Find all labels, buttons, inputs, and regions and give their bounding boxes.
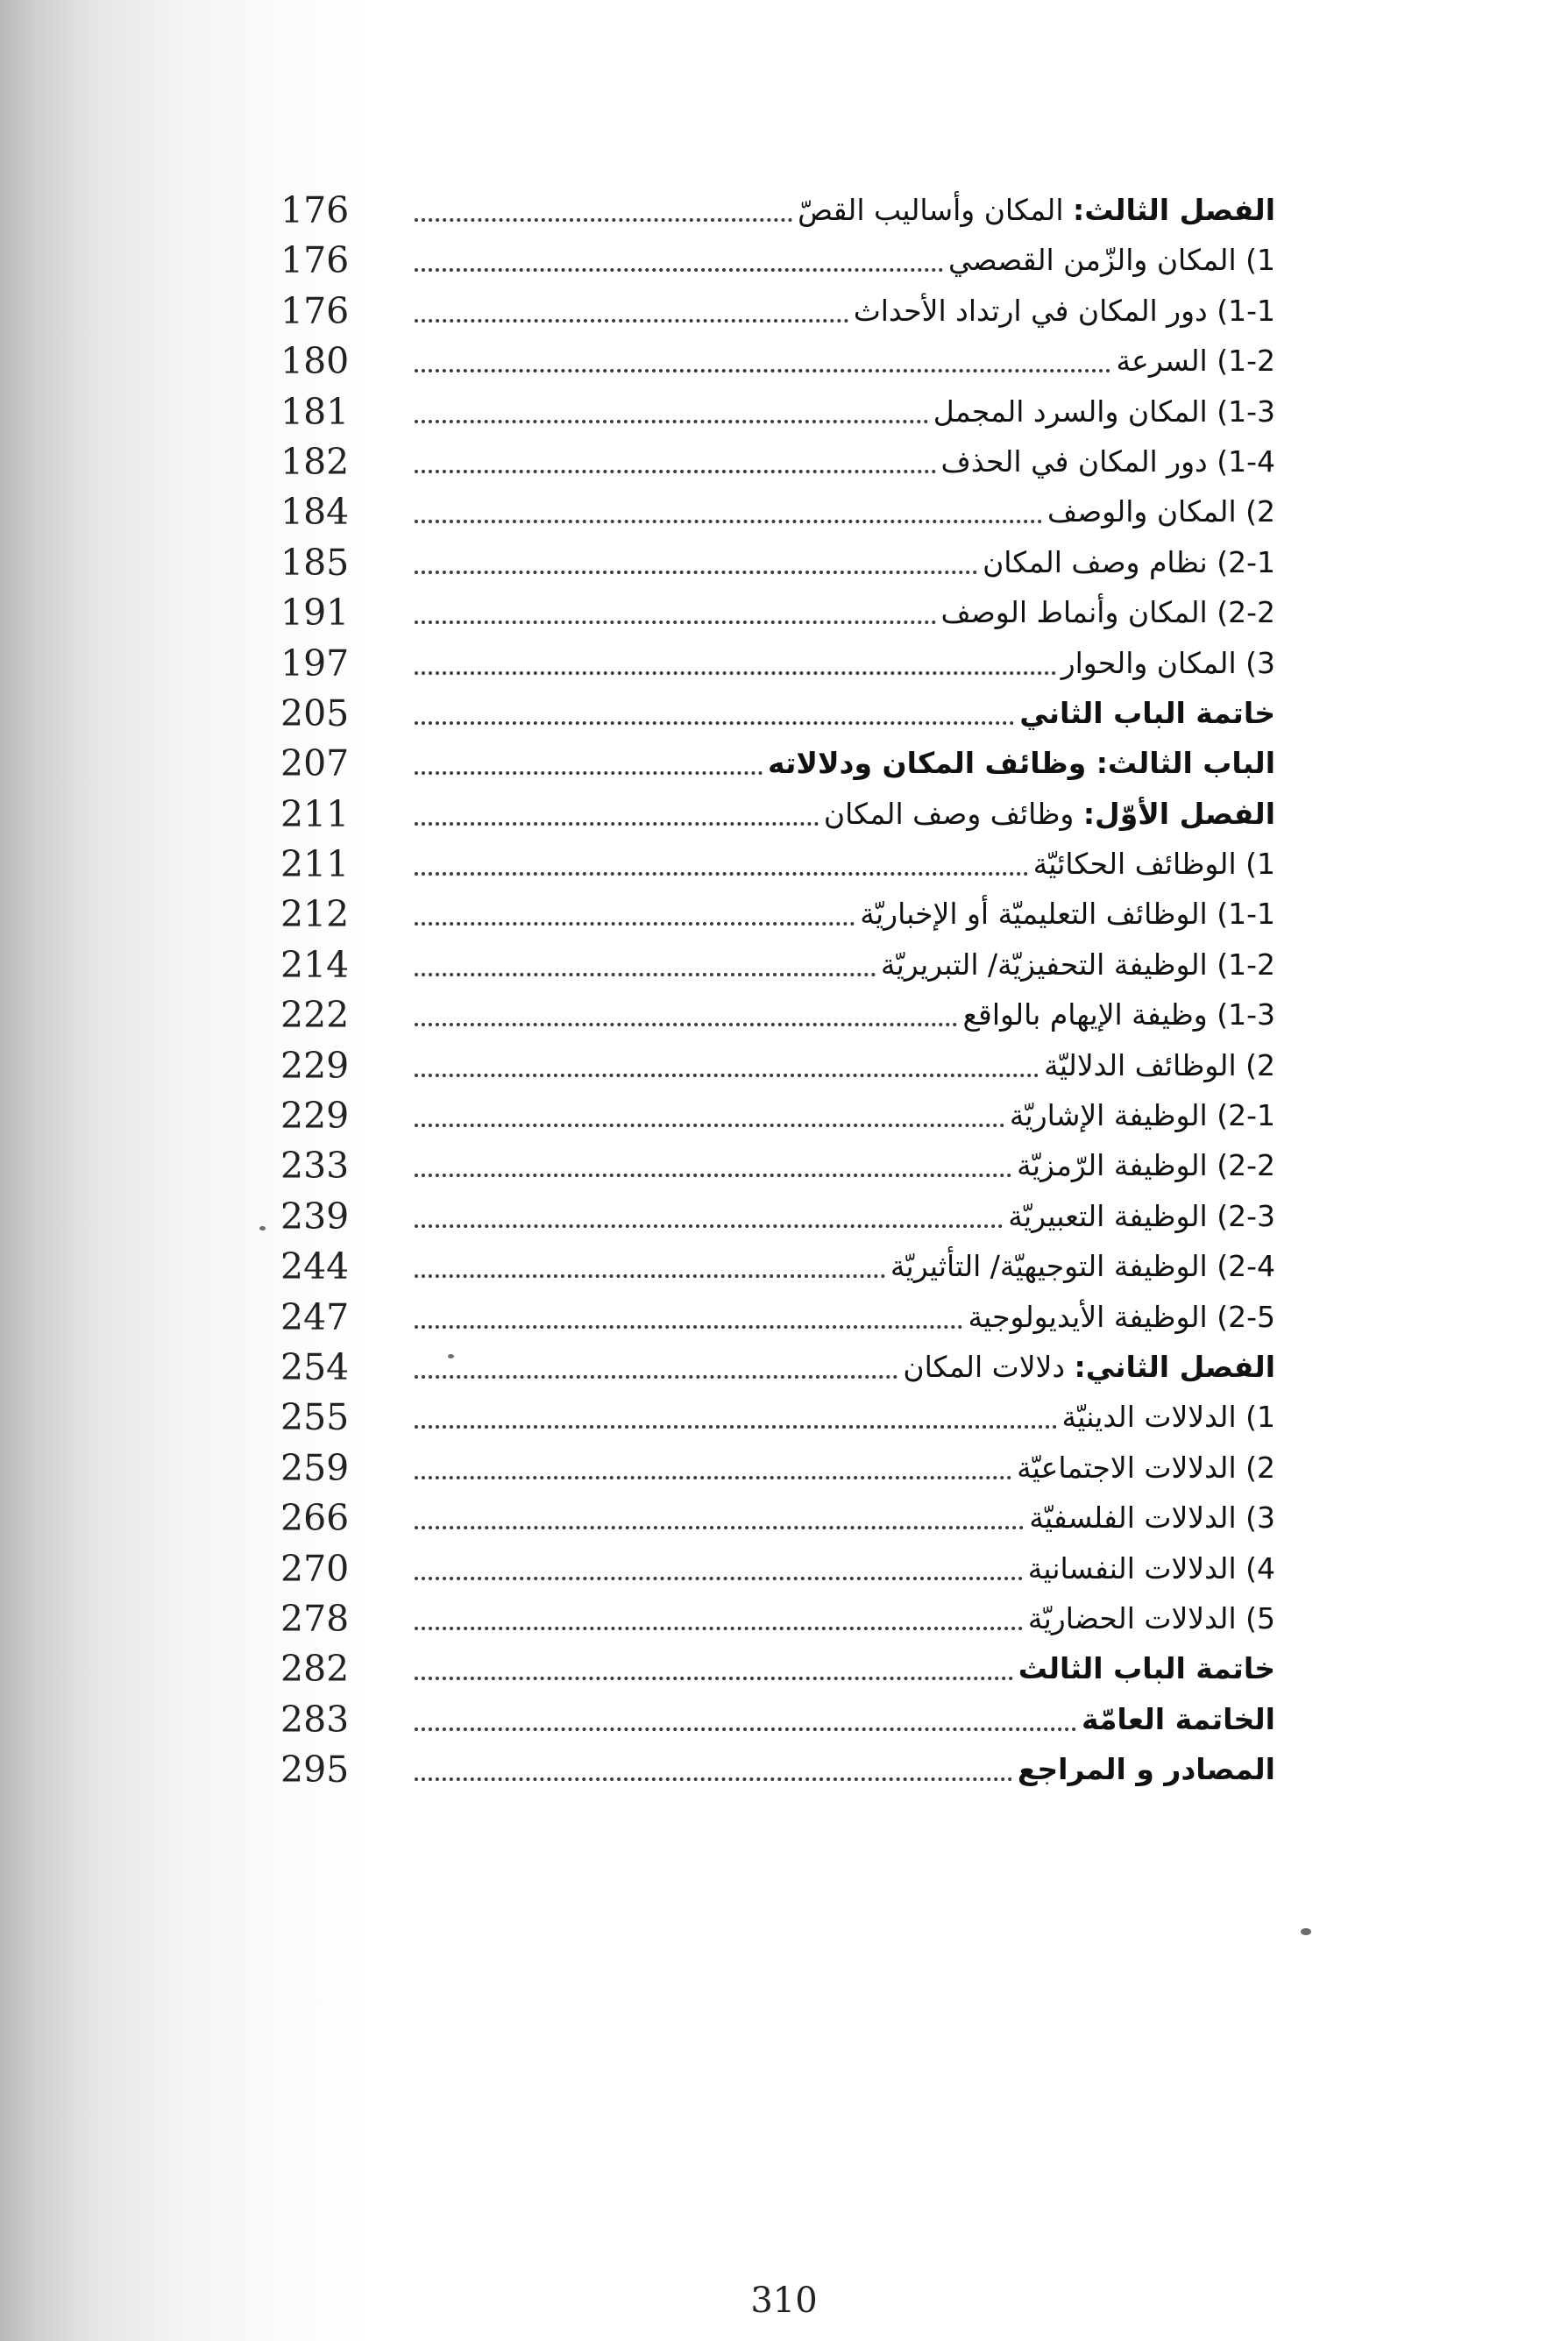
toc-entry-text: 2-3) الوظيفة التعبيريّة <box>1008 1198 1275 1233</box>
toc-entry-leader-dots <box>415 822 819 826</box>
toc-entry-title <box>854 289 1275 333</box>
toc-entry-text: 1) المكان والزّمن القصصي <box>948 243 1275 278</box>
toc-entry-text: 2) الوظائف الدلاليّة <box>1044 1047 1275 1082</box>
toc-entry-heading: خاتمة الباب الثالث <box>1018 1651 1275 1686</box>
toc-entry-leader-dots <box>415 771 763 775</box>
toc-entry <box>280 1392 1275 1442</box>
toc-entry-title <box>1008 1195 1275 1238</box>
toc-entry-title <box>798 188 1275 232</box>
toc-entry-text: 1-2) الوظيفة التحفيزيّة/ التبريريّة <box>880 947 1275 982</box>
toc-entry-text: 1-3) المكان والسرد المجمل <box>933 394 1275 429</box>
toc-entry-leader-dots <box>415 671 1056 675</box>
toc-entry-text: 1-4) دور المكان في الحذف <box>940 443 1275 479</box>
toc-entry-text: المكان وأساليب القصّ <box>798 193 1073 227</box>
toc-entry-leader-dots <box>415 470 936 473</box>
toc-entry-title <box>768 741 1275 785</box>
toc-entry-text: 2) المكان والوصف <box>1047 494 1275 529</box>
toc-entry-title <box>890 1245 1275 1288</box>
toc-entry-title <box>903 1345 1275 1389</box>
toc-entry <box>280 990 1275 1039</box>
toc-entry-page-number: 266 <box>280 1497 350 1540</box>
toc-entry-leader-dots <box>415 1124 1004 1127</box>
toc-entry-title <box>881 943 1275 987</box>
toc-entry-leader-dots <box>415 319 848 323</box>
toc-entry <box>280 436 1275 486</box>
toc-entry <box>280 1744 1275 1794</box>
toc-entry-page-number: 239 <box>280 1195 350 1238</box>
toc-entry-title <box>1028 1547 1275 1591</box>
toc-entry-title <box>962 993 1275 1037</box>
toc-entry <box>280 889 1275 939</box>
toc-entry-text: 2-2) الوظيفة الرّمزيّة <box>1017 1148 1275 1183</box>
toc-entry-page-number: 259 <box>280 1446 350 1489</box>
toc-entry-leader-dots <box>415 369 1110 372</box>
toc-entry-title <box>1061 642 1275 685</box>
toc-entry-text: 1-3) وظيفة الإيهام بالواقع <box>962 997 1275 1032</box>
toc-entry-leader-dots <box>415 1677 1013 1680</box>
toc-entry-page-number: 197 <box>280 642 350 685</box>
toc-entry-page-number: 176 <box>280 189 350 231</box>
toc-entry <box>280 789 1275 839</box>
toc-entry-title <box>941 440 1275 484</box>
toc-entry-page-number: 233 <box>280 1145 350 1188</box>
toc-entry-leader-dots <box>415 1023 957 1026</box>
toc-entry-text: 2) الدلالات الاجتماعيّة <box>1017 1450 1275 1485</box>
toc-entry-title <box>860 892 1275 936</box>
toc-entry-title <box>1018 1647 1275 1691</box>
toc-entry-title <box>1017 1446 1275 1490</box>
toc-entry-page-number: 207 <box>280 742 350 785</box>
toc-entry-page-number: 211 <box>280 792 350 835</box>
toc-entry-title <box>1017 1144 1275 1188</box>
toc-entry-text: 1-2) السرعة <box>1116 344 1275 379</box>
toc-entry-heading: الباب الثالث: وظائف المكان ودلالاته <box>767 746 1275 781</box>
toc-entry-leader-dots <box>415 1727 1076 1731</box>
toc-entry-page-number: 278 <box>280 1597 350 1640</box>
toc-entry-page-number: 247 <box>280 1295 350 1338</box>
toc-entry-page-number: 255 <box>280 1396 350 1439</box>
toc-entry-page-number: 244 <box>280 1245 350 1288</box>
toc-entry-title <box>1028 1597 1275 1641</box>
toc-entry <box>280 387 1275 436</box>
toc-entry-leader-dots <box>415 872 1028 876</box>
toc-entry-leader-dots <box>415 1224 1003 1228</box>
toc-entry-leader-dots <box>415 721 1014 725</box>
toc-entry-text: 3) المكان والحوار <box>1061 645 1275 680</box>
toc-entry-page-number: 191 <box>280 592 350 635</box>
toc-entry-page-number: 180 <box>280 340 350 383</box>
table-of-contents <box>280 185 1275 1795</box>
toc-entry-page-number: 283 <box>280 1698 350 1741</box>
toc-entry <box>280 286 1275 336</box>
toc-entry-text: 5) الدلالات الحضاريّة <box>1027 1600 1275 1635</box>
toc-entry-page-number: 211 <box>280 843 350 886</box>
toc-entry-page-number: 212 <box>280 893 350 936</box>
toc-entry-title <box>824 792 1275 836</box>
toc-entry-title <box>1116 339 1275 383</box>
toc-entry <box>280 1090 1275 1140</box>
toc-entry <box>280 486 1275 536</box>
toc-entry-title <box>1019 692 1275 735</box>
paper-speck <box>1301 1928 1311 1935</box>
toc-entry-title <box>968 1295 1275 1339</box>
toc-entry-heading: الخاتمة العامّة <box>1081 1701 1275 1736</box>
toc-entry <box>280 688 1275 738</box>
toc-entry-leader-dots <box>415 1425 1057 1429</box>
toc-entry <box>280 1643 1275 1693</box>
toc-entry-text: 2-4) الوظيفة التوجيهيّة/ التأثيريّة <box>890 1249 1275 1284</box>
toc-entry <box>280 1493 1275 1543</box>
toc-entry <box>280 839 1275 889</box>
toc-entry-text: 2-5) الوظيفة الأيديولوجية <box>968 1299 1275 1334</box>
toc-entry-page-number: 229 <box>280 1044 350 1087</box>
toc-entry-text: 1-1) دور المكان في ارتداد الأحداث <box>853 293 1275 328</box>
toc-entry-page-number: 229 <box>280 1095 350 1138</box>
toc-entry-page-number: 176 <box>280 239 350 282</box>
toc-entry <box>280 1040 1275 1090</box>
page-number: 310 <box>750 2281 818 2321</box>
toc-entry-title <box>933 390 1275 434</box>
toc-entry-title <box>1010 1094 1275 1138</box>
toc-entry <box>280 336 1275 386</box>
toc-entry-leader-dots <box>415 973 876 976</box>
toc-entry-leader-dots <box>415 1274 885 1278</box>
toc-entry-leader-dots <box>415 420 928 423</box>
toc-entry-page-number: 185 <box>280 541 350 584</box>
toc-entry-leader-dots <box>415 1526 1024 1529</box>
toc-entry-title <box>1062 1395 1275 1439</box>
toc-entry <box>280 185 1275 235</box>
toc-entry-title <box>941 591 1275 635</box>
toc-entry-page-number: 176 <box>280 289 350 332</box>
toc-entry-page-number: 205 <box>280 692 350 734</box>
toc-entry-text: 2-1) نظام وصف المكان <box>983 544 1275 579</box>
toc-entry <box>280 537 1275 587</box>
toc-entry-leader-dots <box>415 268 943 272</box>
toc-entry-title <box>1044 1044 1275 1088</box>
toc-entry-leader-dots <box>415 922 855 926</box>
toc-entry-leader-dots <box>415 1325 962 1329</box>
toc-entry <box>280 1342 1275 1392</box>
toc-entry <box>280 1292 1275 1342</box>
toc-entry-title <box>1018 1748 1275 1791</box>
toc-entry-leader-dots <box>415 1174 1011 1177</box>
toc-entry-text: 1) الدلالات الدينيّة <box>1061 1400 1275 1435</box>
toc-entry-title <box>1033 842 1275 886</box>
toc-entry <box>280 1443 1275 1493</box>
toc-entry-leader-dots <box>415 1375 898 1379</box>
toc-entry <box>280 1191 1275 1241</box>
toc-entry-title <box>1029 1496 1275 1540</box>
toc-entry <box>280 1593 1275 1643</box>
toc-entry-text: 1) الوظائف الحكائيّة <box>1032 847 1275 882</box>
paper-speck <box>259 1226 266 1231</box>
toc-entry-page-number: 182 <box>280 440 350 483</box>
toc-entry-title <box>948 238 1275 282</box>
toc-entry-page-number: 181 <box>280 390 350 433</box>
toc-entry-page-number: 295 <box>280 1749 350 1791</box>
toc-entry-text: دلالات المكان <box>903 1349 1075 1384</box>
toc-entry-title <box>1047 490 1275 534</box>
toc-entry-title <box>1082 1698 1275 1742</box>
toc-entry-leader-dots <box>415 1074 1039 1077</box>
toc-entry-leader-dots <box>415 1577 1023 1580</box>
toc-entry-page-number: 254 <box>280 1345 350 1388</box>
paper-speck <box>448 1354 454 1358</box>
toc-entry-heading: المصادر و المراجع <box>1017 1752 1275 1787</box>
toc-entry <box>280 638 1275 688</box>
toc-entry-text: 4) الدلالات النفسانية <box>1027 1550 1275 1585</box>
toc-entry-page-number: 270 <box>280 1547 350 1590</box>
toc-entry-text: 2-2) المكان وأنماط الوصف <box>940 595 1275 630</box>
toc-entry <box>280 1694 1275 1744</box>
toc-entry-page-number: 282 <box>280 1648 350 1691</box>
toc-entry-heading: الفصل الثاني: <box>1074 1349 1275 1384</box>
toc-entry-leader-dots <box>415 1777 1012 1781</box>
toc-entry-leader-dots <box>415 520 1042 523</box>
toc-entry-text: وظائف وصف المكان <box>823 796 1083 831</box>
toc-entry-text: 1-1) الوظائف التعليميّة أو الإخباريّة <box>860 897 1275 932</box>
toc-entry-page-number: 184 <box>280 491 350 534</box>
toc-entry <box>280 738 1275 788</box>
toc-entry <box>280 235 1275 285</box>
toc-entry-title <box>983 541 1275 585</box>
toc-entry-text: 3) الدلالات الفلسفيّة <box>1029 1500 1275 1536</box>
toc-entry <box>280 587 1275 637</box>
toc-entry-heading: خاتمة الباب الثاني <box>1019 695 1275 730</box>
toc-entry <box>280 1140 1275 1190</box>
toc-entry <box>280 1241 1275 1291</box>
toc-entry-heading: الفصل الأوّل: <box>1082 796 1275 831</box>
toc-entry <box>280 1543 1275 1593</box>
toc-entry <box>280 940 1275 990</box>
toc-entry-leader-dots <box>415 1476 1011 1479</box>
toc-entry-leader-dots <box>415 621 936 624</box>
toc-entry-page-number: 222 <box>280 994 350 1037</box>
toc-entry-leader-dots <box>415 571 977 574</box>
toc-entry-heading: الفصل الثالث: <box>1073 193 1275 227</box>
toc-entry-leader-dots <box>415 1627 1023 1630</box>
toc-entry-text: 2-1) الوظيفة الإشاريّة <box>1009 1098 1275 1133</box>
toc-entry-leader-dots <box>415 218 792 222</box>
toc-entry-page-number: 214 <box>280 943 350 986</box>
